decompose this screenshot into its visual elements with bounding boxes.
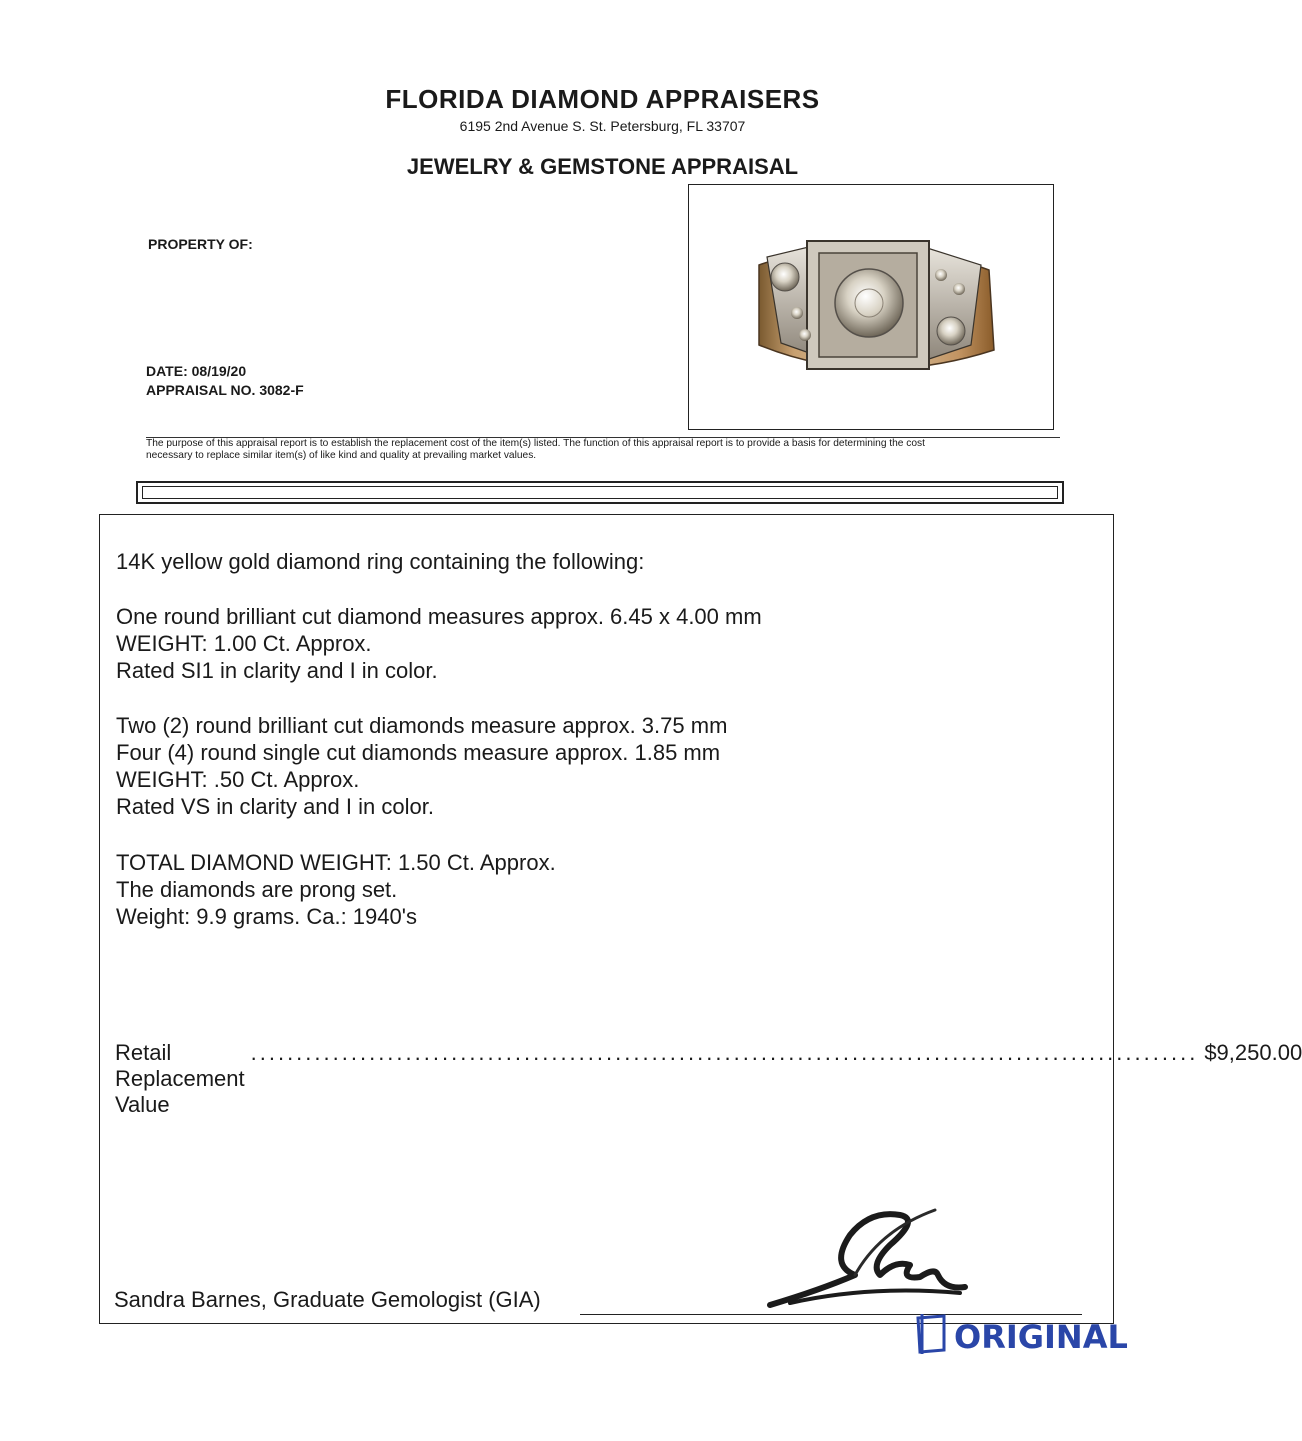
totals-block bbox=[116, 849, 1016, 930]
appraisal-meta bbox=[146, 362, 304, 400]
original-stamp bbox=[914, 1310, 1128, 1360]
purpose-line-1: The purpose of this appraisal report is to establish the replacement cost of the item(s) listed. The function of this appraisal report is to provide a basis for determining the cost bbox=[146, 438, 925, 449]
document-title: JEWELRY & GEMSTONE APPRAISAL bbox=[406, 154, 799, 179]
appraisal-number: APPRAISAL NO. 3082-F bbox=[146, 382, 304, 398]
desc-line: The diamonds are prong set. bbox=[116, 877, 398, 902]
value-label: Retail Replacement Value bbox=[115, 1040, 245, 1117]
desc-line: Four (4) round single cut diamonds measure approx. 1.85 mm bbox=[116, 740, 721, 765]
item-intro bbox=[116, 548, 1016, 575]
center-diamond-block bbox=[116, 603, 1016, 684]
stamp-text: ORIGINAL bbox=[954, 1318, 1128, 1356]
stamp-graphic bbox=[914, 1310, 1128, 1360]
side-diamonds-block bbox=[116, 712, 1016, 820]
ring-image bbox=[689, 185, 1052, 428]
appraisal-date: DATE: 08/19/20 bbox=[146, 363, 247, 379]
dot-leader: ........................................................................................................ bbox=[250, 1040, 1199, 1065]
purpose-statement bbox=[146, 438, 1076, 462]
desc-line: Two (2) round brilliant cut diamonds measure approx. 3.75 mm bbox=[116, 713, 728, 738]
stamp-scroll-icon bbox=[918, 1314, 944, 1354]
desc-line: Weight: 9.9 grams. Ca.: 1940's bbox=[116, 904, 417, 929]
ring-photo bbox=[688, 184, 1054, 430]
desc-line: One round brilliant cut diamond measures approx. 6.45 x 4.00 mm bbox=[116, 604, 762, 629]
replacement-value-row bbox=[115, 1040, 1302, 1118]
desc-line: TOTAL DIAMOND WEIGHT: 1.50 Ct. Approx. bbox=[116, 850, 556, 875]
purpose-line-2: necessary to replace similar item(s) of like kind and quality at prevailing market values. bbox=[146, 450, 537, 461]
desc-line: WEIGHT: .50 Ct. Approx. bbox=[116, 767, 360, 792]
divider-bar bbox=[136, 481, 1064, 504]
desc-line: Rated SI1 in clarity and I in color. bbox=[116, 658, 438, 683]
desc-line: Rated VS in clarity and I in color. bbox=[116, 794, 434, 819]
desc-line: WEIGHT: 1.00 Ct. Approx. bbox=[116, 631, 372, 656]
company-address: 6195 2nd Avenue S. St. Petersburg, FL 33707 bbox=[459, 118, 746, 134]
appraiser-name: Sandra Barnes, Graduate Gemologist (GIA) bbox=[114, 1287, 541, 1312]
value-amount: $9,250.00 bbox=[1204, 1040, 1302, 1065]
handwritten-signature bbox=[760, 1205, 980, 1320]
property-of-label: PROPERTY OF: bbox=[148, 236, 253, 252]
company-name: FLORIDA DIAMOND APPRAISERS bbox=[385, 84, 820, 114]
intro-line: 14K yellow gold diamond ring containing the following: bbox=[116, 549, 645, 574]
